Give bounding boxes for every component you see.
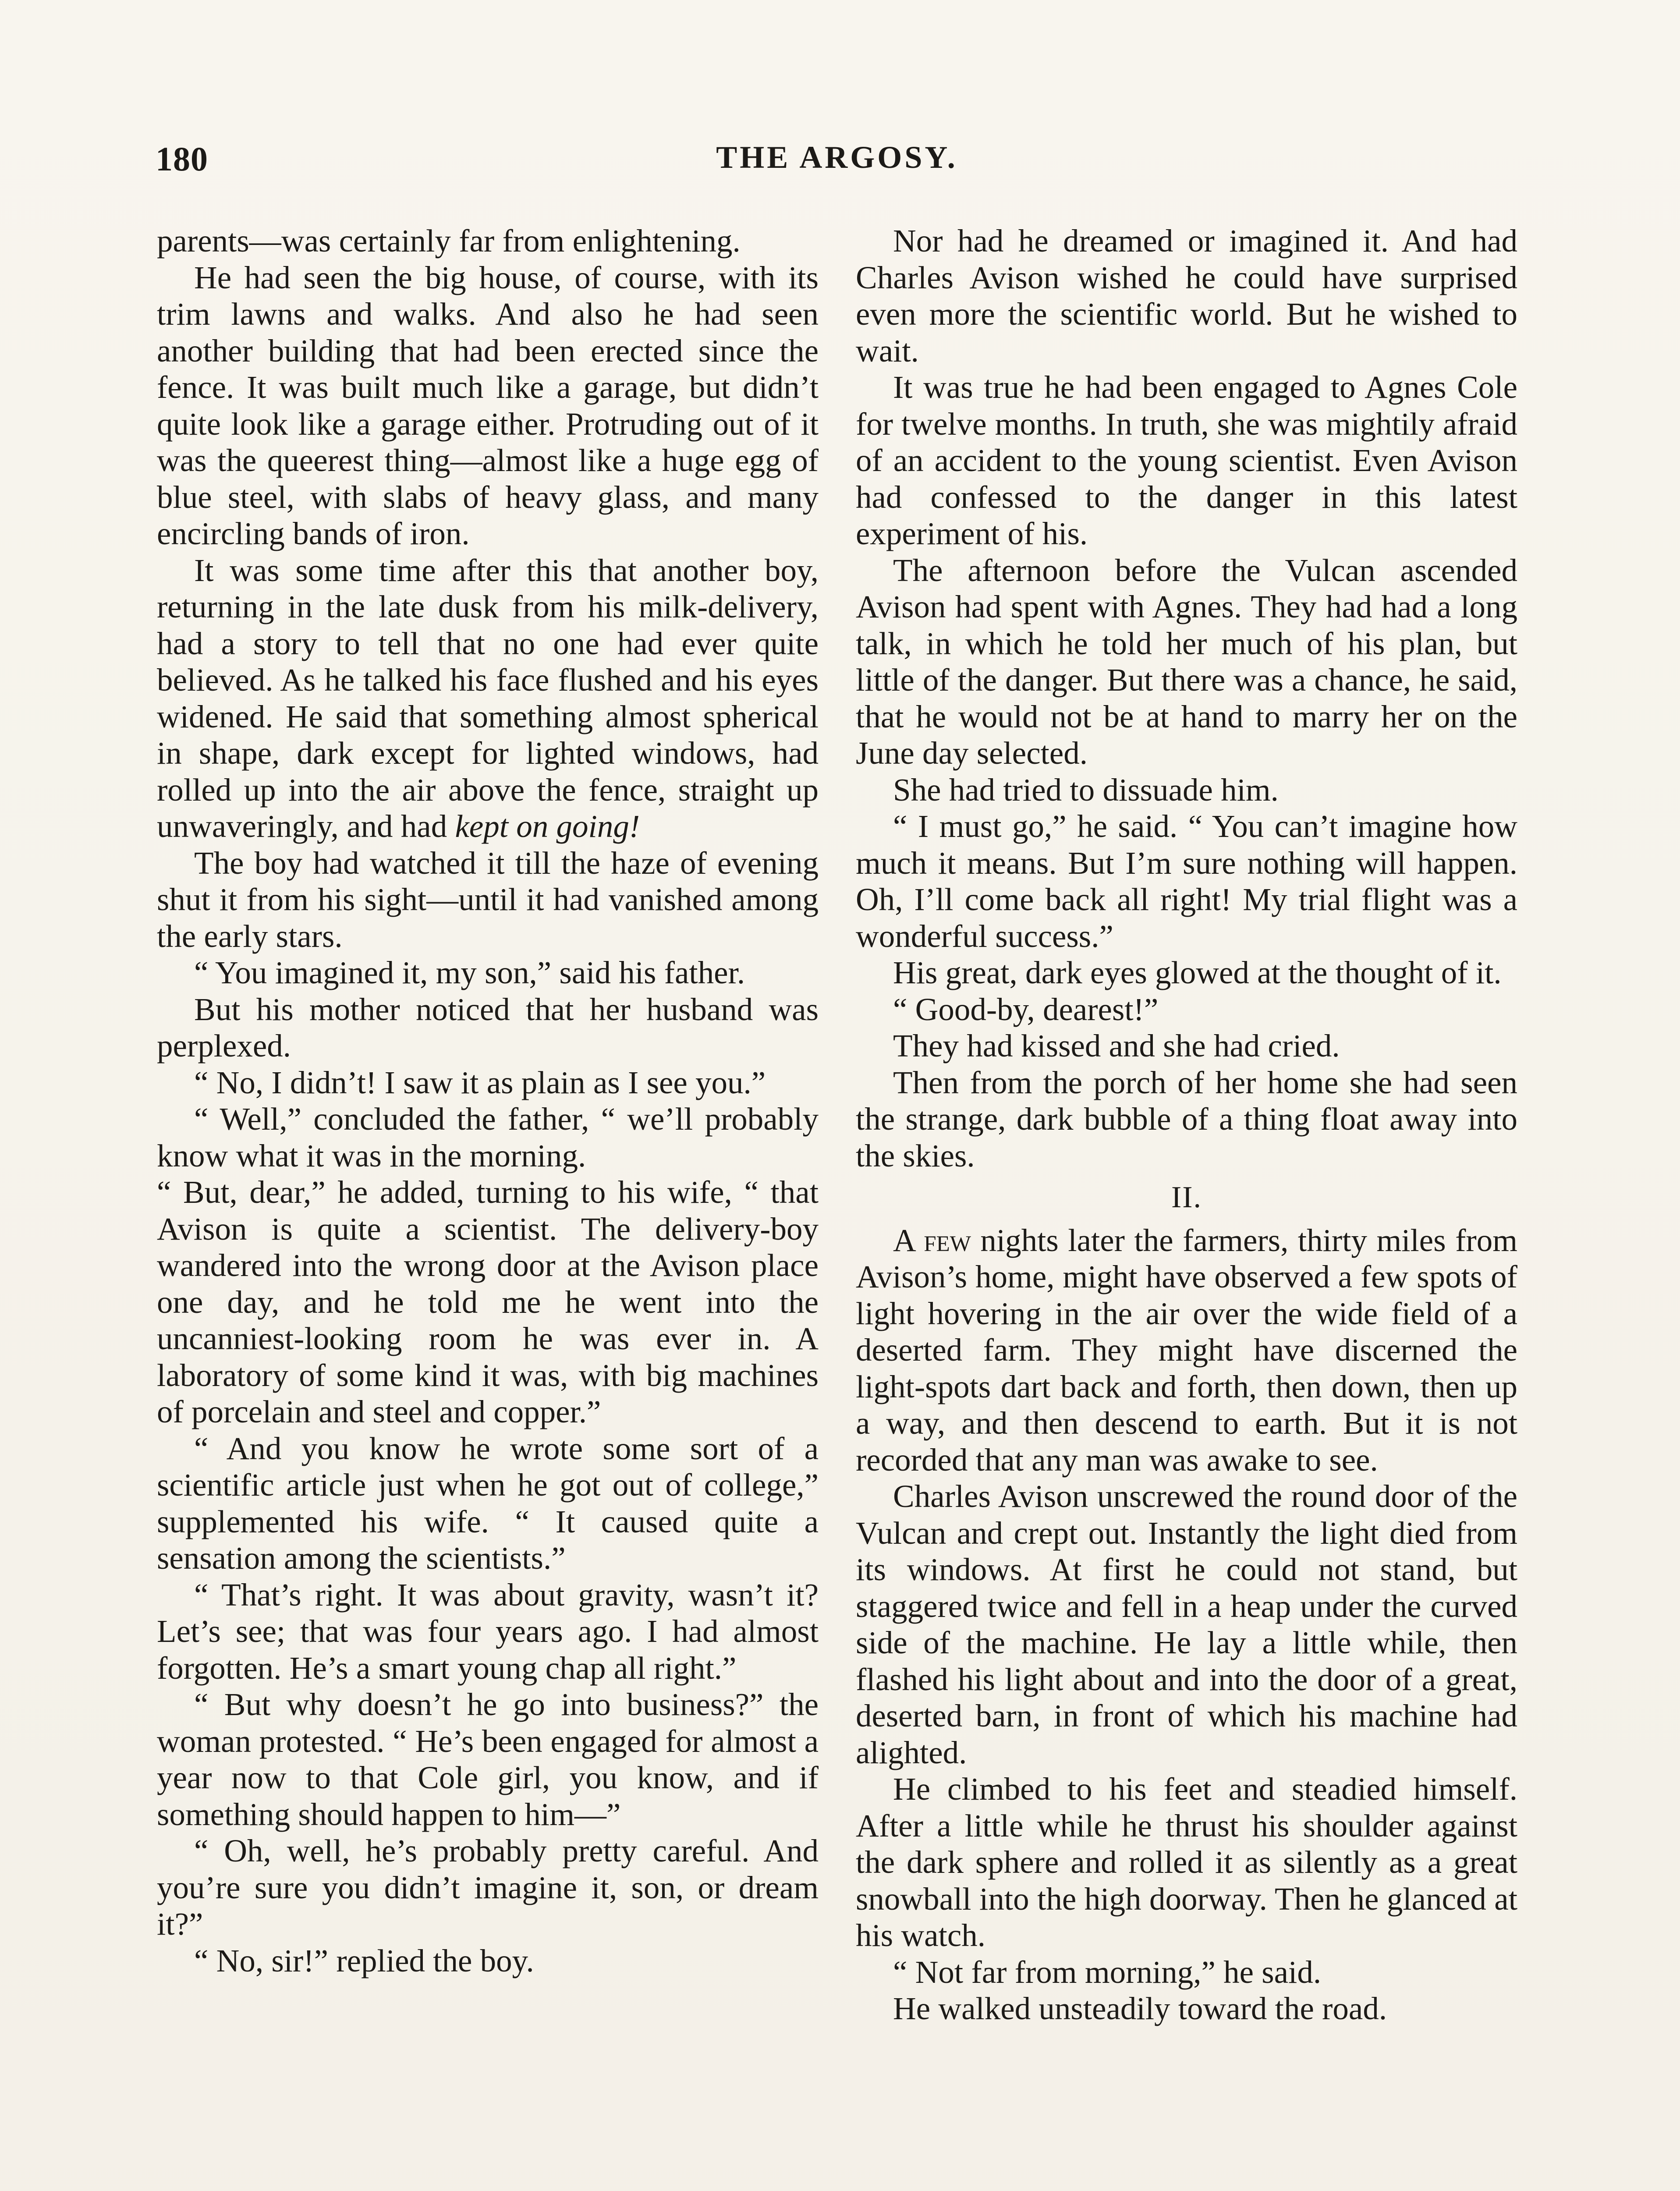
- paragraph: “ That’s right. It was about gravity, wasn’t it? Let’s see; that was four years ago. I had almost forgotten. He’s a smart young chap all right.”: [157, 1577, 819, 1686]
- section-heading: II.: [1171, 1181, 1202, 1214]
- paragraph: She had tried to dissuade him.: [893, 772, 1279, 808]
- paragraph: “ Well,” concluded the father, “ we’ll probably know what it was in the morning.: [157, 1101, 819, 1173]
- small-caps-word: few: [924, 1222, 971, 1258]
- paragraph: “ Not far from morning,” he said.: [893, 1954, 1322, 1990]
- paragraph: “ Good-by, dearest!”: [893, 991, 1159, 1027]
- paragraph: He walked unsteadily toward the road.: [893, 1991, 1387, 2026]
- paragraph: But his mother noticed that her husband was perplexed.: [157, 991, 819, 1064]
- paragraph: “ No, I didn’t! I saw it as plain as I see you.”: [194, 1064, 766, 1100]
- paragraph: It was true he had been engaged to Agnes Cole for twelve months. In truth, she was mightily afraid of an accident to the young scientist. Even Avison had confessed to the danger in this latest experiment of his.: [856, 369, 1517, 551]
- paragraph: His great, dark eyes glowed at the thought of it.: [893, 955, 1502, 990]
- paragraph: They had kissed and she had cried.: [893, 1028, 1340, 1064]
- paragraph: “ You imagined it, my son,” said his father.: [194, 955, 745, 990]
- paragraph: “ Oh, well, he’s probably pretty careful. And you’re sure you didn’t imagine it, son, or dream it?”: [157, 1833, 819, 1942]
- paragraph-text: It was some time after this that another boy, returning in the late dusk from his milk-delivery, had a story to tell that no one had ever quite believed. As he talked his face flushed and his eyes widened. He said that something almost spherical in shape, dark except for lighted windows, had rolled up into the air above the fence, straight up unwaveringly, and had: [157, 552, 819, 844]
- lead-letter: A: [893, 1222, 914, 1258]
- paragraph: “ I must go,” he said. “ You can’t imagine how much it means. But I’m sure nothing will happen. Oh, I’ll come back all right! My trial flight was a wonderful success.”: [856, 808, 1517, 954]
- paragraph: Charles Avison unscrewed the round door of the Vulcan and crept out. Instantly the light died from its windows. At first he could not stand, but staggered twice and fell in a heap under the curved side of the machine. He lay a little while, then flashed his light about and into the door of a great, deserted barn, in front of which his machine had alighted.: [856, 1478, 1517, 1770]
- italic-emphasis: kept on going!: [455, 808, 640, 844]
- paragraph: [856, 1222, 1517, 1478]
- right-text-column: [856, 223, 1517, 2027]
- paragraph: [157, 552, 819, 845]
- paragraph: He climbed to his feet and steadied himself. After a little while he thrust his shoulder against the dark sphere and rolled it as silently as a great snowball into the high doorway. Then he glanced at his watch.: [856, 1771, 1517, 1953]
- running-head: THE ARGOSY.: [716, 140, 958, 175]
- paragraph: He had seen the big house, of course, with its trim lawns and walks. And also he had seen another building that had been erected since the fence. It was built much like a garage, but didn’t quite look like a garage either. Protruding out of it was the queerest thing—almost like a huge egg of blue steel, with slabs of heavy glass, and many encircling bands of iron.: [157, 259, 819, 551]
- page-number: 180: [156, 140, 208, 178]
- paragraph-text: nights later the farmers, thirty miles from Avison’s home, might have observed a few spots of light hovering in the air over the wide field of a deserted farm. They might have discerned the light-spots dart back and forth, then down, then up a way, and then descend to earth. But it is not recorded that any man was awake to see.: [856, 1222, 1518, 1478]
- paragraph: “ But why doesn’t he go into business?” the woman protested. “ He’s been engaged for almost a year now to that Cole girl, you know, and if something should happen to him—”: [157, 1687, 819, 1832]
- paragraph: The boy had watched it till the haze of evening shut it from his sight—until it had vanished among the early stars.: [157, 845, 819, 954]
- left-text-column: [157, 223, 819, 1979]
- paragraph: “ And you know he wrote some sort of a scientific article just when he got out of college,” supplemented his wife. “ It caused quite a sensation among the scientists.”: [157, 1430, 819, 1576]
- paragraph: “ But, dear,” he added, turning to his wife, “ that Avison is quite a scientist. The delivery-boy wandered into the wrong door at the Avison place one day, and he told me he went into the uncanniest-looking room he was ever in. A laboratory of some kind it was, with big machines of porcelain and steel and copper.”: [157, 1174, 819, 1429]
- paragraph: The afternoon before the Vulcan ascended Avison had spent with Agnes. They had had a long talk, in which he told her much of his plan, but little of the danger. But there was a chance, he said, that he would not be at hand to marry her on the June day selected.: [856, 552, 1517, 771]
- paragraph: “ No, sir!” replied the boy.: [194, 1943, 534, 1978]
- paragraph: Then from the porch of her home she had seen the strange, dark bubble of a thing float away into the skies.: [856, 1064, 1517, 1173]
- paragraph: Nor had he dreamed or imagined it. And had Charles Avison wished he could have surprised even more the scientific world. But he wished to wait.: [856, 223, 1517, 369]
- page-header: [156, 139, 1518, 188]
- paragraph: parents—was certainly far from enlightening.: [157, 223, 741, 259]
